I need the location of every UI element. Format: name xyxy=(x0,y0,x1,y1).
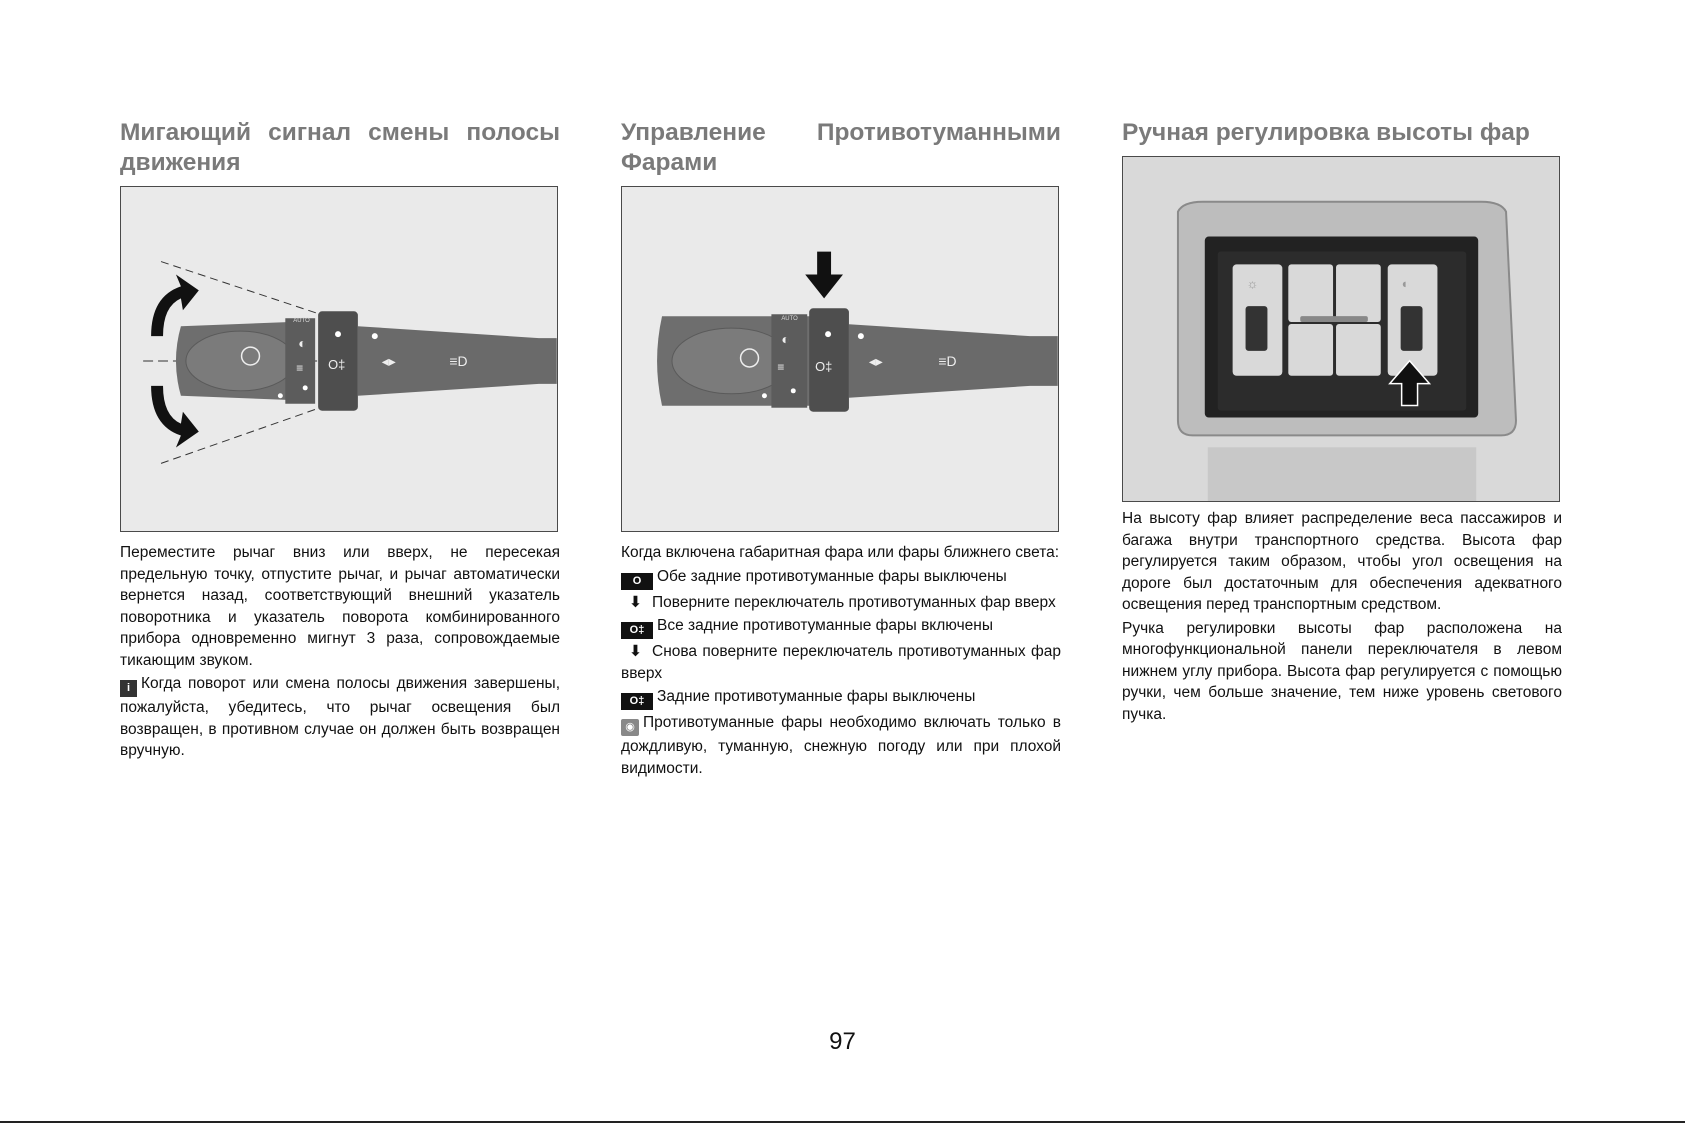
paragraph: Ручка регулировки высоты фар расположена на многофункциональной панели переключателя в левом нижнем углу прибора. Высота фар регулируется с помощью ручки, чем больше значение, тем ниже уровень светового пучка. xyxy=(1122,619,1562,723)
arrow-down-icon: ⬇ xyxy=(629,593,642,611)
switch-panel-illustration xyxy=(1123,157,1559,501)
lever-lane-change-figure xyxy=(120,186,558,532)
paragraph: Переместите рычаг вниз или вверх, не пересекая предельную точку, отпустите рычаг, и рычаг автоматически вернется назад, соответствующий внешний указатель поворотника и указатель поворота комбинированного прибора одновременно мигнут 3 раза, сопровождаемые тикающим звуком. xyxy=(120,544,560,669)
section-body xyxy=(120,542,560,764)
fog-switch-figure xyxy=(621,186,1059,532)
combination-switch-illustration xyxy=(121,187,557,531)
column-fog-lamps xyxy=(621,118,1061,777)
section-title: Управление Противотуманными Фарами xyxy=(621,119,1061,176)
column-lane-change xyxy=(120,118,560,759)
svg-text:◐: ◐ xyxy=(1401,276,1410,292)
arrow-down-icon: ⬇ xyxy=(629,643,642,660)
eye-icon: ◉ xyxy=(621,719,639,736)
svg-text:≡D: ≡D xyxy=(449,352,468,369)
info-icon: i xyxy=(120,680,137,697)
svg-text:AUTO: AUTO xyxy=(781,316,798,323)
svg-text:O‡: O‡ xyxy=(815,358,833,374)
paragraph-note: i Когда поворот или смена полосы движения завершены, пожалуйста, убедитесь, что рычаг освещения был возвращен, в противном случае он должен быть возвращен вручную. xyxy=(120,675,560,759)
rear-fog-off-icon: O xyxy=(621,573,653,590)
section-title: Ручная регулировка высоты фар xyxy=(1122,119,1530,146)
svg-text:≡: ≡ xyxy=(777,359,785,374)
svg-text:AUTO: AUTO xyxy=(293,318,310,325)
svg-text:O‡: O‡ xyxy=(328,356,346,372)
svg-text:☼: ☼ xyxy=(1246,276,1259,292)
column-headlamp-leveling xyxy=(1122,118,1562,723)
headlamp-leveling-figure xyxy=(1122,156,1560,502)
svg-text:◐: ◐ xyxy=(298,335,307,352)
svg-text:≡D: ≡D xyxy=(938,352,957,369)
svg-text:≡: ≡ xyxy=(296,360,304,375)
rear-fog-on-icon: O‡ xyxy=(621,622,653,639)
paragraph-intro: Когда включена габаритная фара или фары ближнего света: xyxy=(621,544,1060,561)
svg-text:◂▸: ◂▸ xyxy=(381,352,396,369)
svg-text:◂▸: ◂▸ xyxy=(868,352,883,369)
section-title: Мигающий сигнал смены полосы движения xyxy=(120,119,560,176)
list-item-note: ◉ Противотуманные фары необходимо включать только в дождливую, туманную, снежную погоду или при плохой видимости. xyxy=(621,714,1061,777)
list-item: O Обе задние противотуманные фары выключены xyxy=(621,566,1061,590)
fog-switch-illustration xyxy=(622,187,1058,531)
list-item: ⬇ Поверните переключатель противотуманных фар вверх xyxy=(621,592,1061,614)
arrow-down-icon xyxy=(805,252,843,299)
page-number: 97 xyxy=(829,1028,856,1055)
svg-text:◐: ◐ xyxy=(781,331,790,348)
list-item: O‡ Все задние противотуманные фары включены xyxy=(621,615,1061,639)
list-item: O‡ Задние противотуманные фары выключены xyxy=(621,686,1061,710)
section-body xyxy=(1122,508,1562,727)
section-body xyxy=(621,542,1061,781)
rear-fog-icon: O‡ xyxy=(621,693,653,710)
list-item: ⬇ Снова поверните переключатель противотуманных фар вверх xyxy=(621,643,1061,682)
paragraph: На высоту фар влияет распределение веса пассажиров и багажа внутри транспортного средства. Высота фар регулируется таким образом, чтобы угол освещения на дороге был достаточным для обеспечения адекватного освещения перед транспортным средством. xyxy=(1122,510,1562,613)
